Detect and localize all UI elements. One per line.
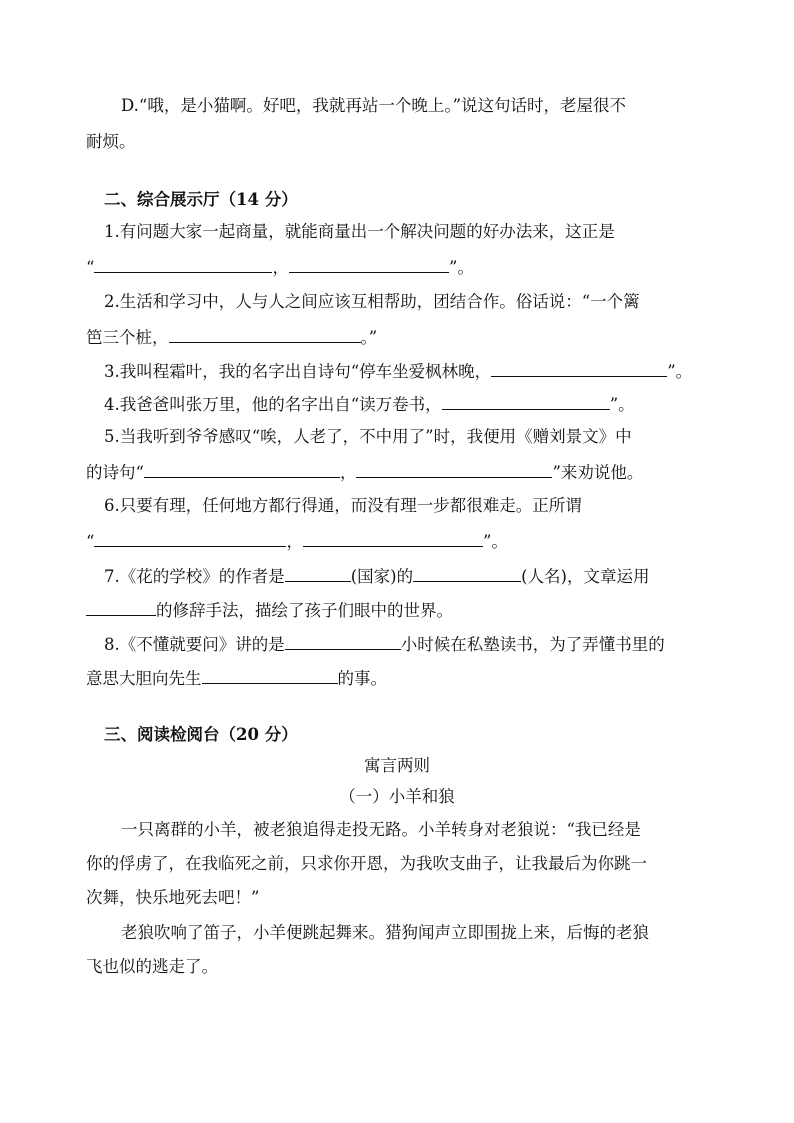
answer-blank[interactable] bbox=[356, 459, 552, 478]
answer-blank[interactable] bbox=[169, 324, 361, 343]
quote-open: “ bbox=[86, 532, 95, 551]
question-5-line1: 5.当我听到爷爷感叹“唉，人老了，不中用了”时，我便用《赠刘景文》中 bbox=[104, 427, 632, 446]
section2-heading: 二、综合展示厅（14 分） bbox=[104, 190, 298, 209]
question-3 bbox=[104, 358, 692, 384]
question-1-line1: 1.有问题大家一起商量，就能商量出一个解决问题的好办法来，这正是 bbox=[104, 222, 615, 241]
passage-title: 寓言两则 bbox=[364, 756, 430, 775]
question-6-line2 bbox=[86, 528, 508, 554]
question-8-line2 bbox=[86, 665, 387, 691]
quote-close: ”。 bbox=[667, 362, 693, 381]
answer-blank[interactable] bbox=[285, 631, 401, 650]
text: 的修辞手法，描绘了孩子们眼中的世界。 bbox=[156, 601, 453, 620]
passage-para1-line3: 次舞，快乐地死去吧！” bbox=[86, 888, 260, 907]
comma: ， bbox=[272, 258, 289, 277]
text: 意思大胆向先生 bbox=[86, 669, 202, 688]
answer-blank[interactable] bbox=[202, 665, 338, 684]
answer-blank[interactable] bbox=[413, 563, 521, 582]
answer-blank[interactable] bbox=[285, 563, 351, 582]
answer-blank[interactable] bbox=[289, 254, 449, 273]
quote-close: ”。 bbox=[448, 258, 474, 277]
option-d-line1: D.“哦，是小猫啊。好吧，我就再站一个晚上。”说这句话时，老屋很不 bbox=[121, 96, 627, 115]
option-d-line2: 耐烦。 bbox=[86, 132, 136, 151]
text: 7.《花的学校》的作者是 bbox=[104, 567, 285, 586]
passage-para1-line1: 一只离群的小羊，被老狼追得走投无路。小羊转身对老狼说：“我已经是 bbox=[121, 820, 641, 839]
quote-close: ”。 bbox=[482, 532, 508, 551]
text: 笆三个桩， bbox=[86, 328, 169, 347]
answer-blank[interactable] bbox=[442, 391, 610, 410]
comma: ， bbox=[286, 532, 303, 551]
answer-blank[interactable] bbox=[303, 528, 483, 547]
text: (人名)，文章运用 bbox=[521, 567, 650, 586]
question-7-line2 bbox=[86, 597, 453, 623]
question-2-line1: 2.生活和学习中，人与人之间应该互相帮助，团结合作。俗话说：“一个篱 bbox=[104, 292, 640, 311]
section3-heading: 三、阅读检阅台（20 分） bbox=[104, 725, 298, 744]
passage-para2-line2: 飞也似的逃走了。 bbox=[86, 957, 218, 976]
text: 3.我叫程霜叶，我的名字出自诗句“停车坐爱枫林晚， bbox=[104, 362, 492, 381]
passage-para2-line1: 老狼吹响了笛子，小羊便跳起舞来。猎狗闻声立即围拢上来，后悔的老狼 bbox=[121, 923, 649, 942]
answer-blank[interactable] bbox=[491, 358, 667, 377]
comma: ， bbox=[339, 463, 357, 482]
question-1-line2 bbox=[86, 254, 474, 280]
question-4 bbox=[104, 391, 635, 417]
quote-close: 。” bbox=[360, 328, 378, 347]
question-7-line1 bbox=[104, 563, 650, 589]
passage-subtitle: （一）小羊和狼 bbox=[339, 787, 455, 806]
quote-close: ”。 bbox=[609, 395, 635, 414]
text: 小时候在私塾读书，为了弄懂书里的 bbox=[400, 635, 665, 654]
text: 的事。 bbox=[337, 669, 387, 688]
question-2-line2 bbox=[86, 324, 377, 350]
question-6-line1: 6.只要有理，任何地方都行得通，而没有理一步都很难走。正所谓 bbox=[104, 496, 582, 515]
answer-blank[interactable] bbox=[94, 528, 286, 547]
question-8-line1 bbox=[104, 631, 665, 657]
question-5-line2 bbox=[86, 459, 643, 485]
text: 的诗句“ bbox=[86, 463, 144, 482]
text: (国家)的 bbox=[350, 567, 414, 586]
passage-para1-line2: 你的俘虏了，在我临死之前，只求你开恩，为我吹支曲子，让我最后为你跳一 bbox=[86, 854, 647, 873]
answer-blank[interactable] bbox=[144, 459, 340, 478]
answer-blank[interactable] bbox=[86, 597, 156, 616]
quote-open: “ bbox=[86, 258, 95, 277]
text: 4.我爸爸叫张万里，他的名字出自“读万卷书， bbox=[104, 395, 442, 414]
answer-blank[interactable] bbox=[94, 254, 272, 273]
text: 8.《不懂就要问》讲的是 bbox=[104, 635, 285, 654]
text: ”来劝说他。 bbox=[552, 463, 644, 482]
